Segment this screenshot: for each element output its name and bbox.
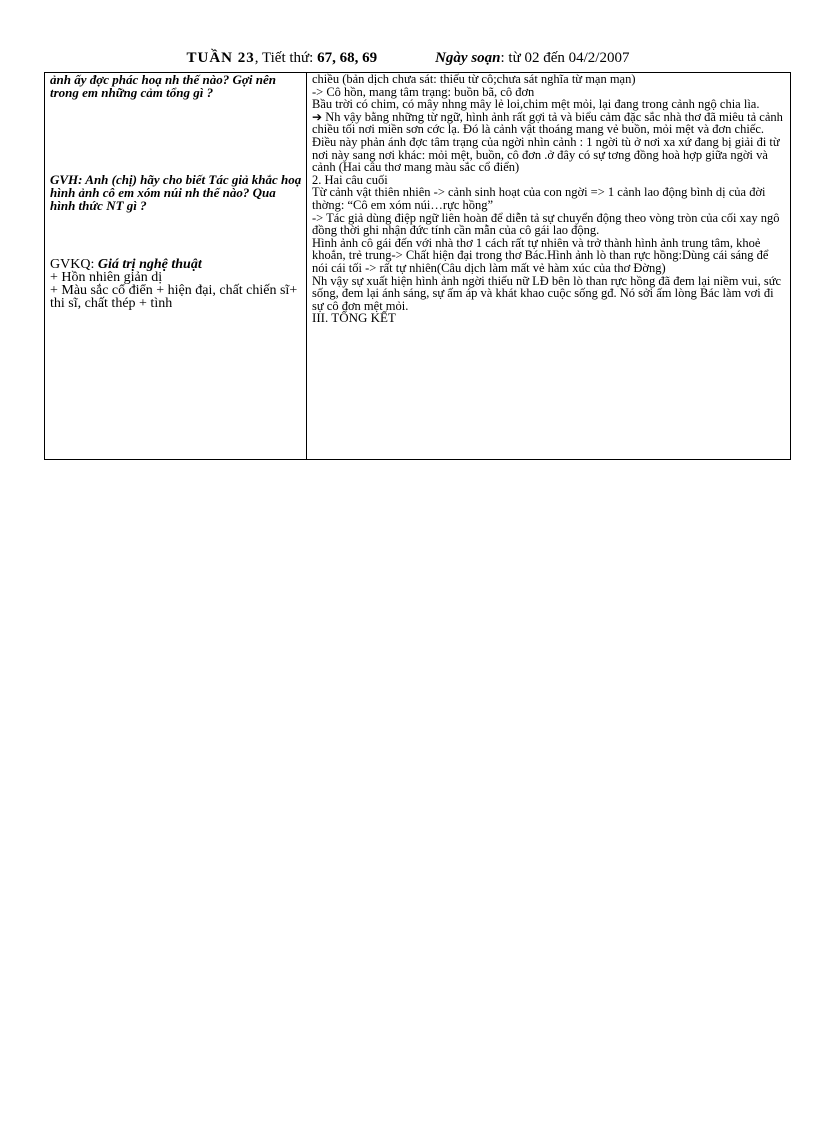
gvkq-label: GVKQ: (50, 257, 98, 272)
teacher-column (45, 73, 307, 460)
paragraph-4 (312, 111, 786, 174)
week-label: TUẦN 23 (186, 50, 255, 66)
section-2-heading: 2. Hai câu cuối (312, 172, 388, 187)
date-value: : từ 02 đến 04/2/2007 (500, 50, 630, 66)
period-label: , Tiết thứ: (254, 50, 318, 66)
paragraph-1: chiều (bản dịch chưa sát: thiếu từ cô;chưa sát nghĩa từ mạn mạn) (312, 72, 636, 86)
question-2: GVH: Anh (chị) hãy cho biết Tác giả khắc hoạ hình ảnh cô em xóm núi nh thế nào? Qua hình thức NT gì ? (50, 172, 302, 213)
paragraph-7: Hình ảnh cô gái đến với nhà thơ 1 cách rất tự nhiên và trở thành hình ảnh trung tâm, khoẻ khoắn, trẻ trung-> Chất hiện đại trong thơ Bác.Hình ảnh lò than rực hồng:Dùng cái sáng để nói cái tối -> rất tự nhiên(Câu dịch làm mất vẻ hàm xúc của thơ Đờng) (312, 235, 769, 275)
point-2: + Màu sắc cổ điển + hiện đại, chất chiến sĩ+ thi sĩ, chất thép + tình (50, 283, 298, 311)
point-1: + Hồn nhiên giản dị (50, 270, 163, 285)
content-column (307, 73, 791, 460)
paragraph-3: Bầu trời có chim, có mây nhng mây lẻ loi,chim mệt mỏi, lại đang trong cảnh ngộ chia lìa. (312, 97, 760, 112)
section-3-heading: III. TỔNG KẾT (312, 310, 396, 326)
lesson-table (44, 72, 791, 460)
page-header (0, 48, 816, 68)
gvkq-title: Giá trị nghệ thuật (97, 257, 202, 272)
paragraph-6: -> Tác giả dùng điệp ngữ liên hoàn để diễn tả sự chuyển động theo vòng tròn của cối xay ngô đồng thời ghi nhận đức tính cần mẫn của cô gái lao động. (312, 210, 780, 238)
date-label: Ngày soạn (435, 50, 501, 66)
question-1: ảnh ấy đợc phác hoạ nh thế nào? Gợi nên trong em những cảm tổng gì ? (50, 72, 276, 100)
paragraph-2: -> Cô hồn, mang tâm trạng: buồn bã, cô đơn (312, 84, 535, 99)
arrow-right-icon: ➔ (312, 109, 323, 124)
paragraph-5: Từ cảnh vật thiên nhiên -> cảnh sinh hoạt của con ngời => 1 cảnh lao động bình dị của đời thờng: “Cô em xóm núi…rực hồng” (312, 185, 766, 212)
paragraph-8: Nh vậy sự xuất hiện hình ảnh ngời thiếu nữ LĐ bên lò than rực hồng đã đem lại niềm vui, sức sống, đem lại ánh sáng, sự ấm áp và khát khao cuộc sống gđ. Nó sởi ấm lòng Bác làm vơi đi sự cô đơn mệt mỏi. (312, 273, 782, 313)
paragraph-4-text: Nh vậy bằng những từ ngữ, hình ảnh rất gợi tả và biểu cảm đặc sắc nhà thơ đã miêu tả cảnh chiều tối nơi miền sơn cớc lạ. Đó là cảnh vật thoáng mang vẻ buồn, mỏi mệt và đơn chiếc. Điều này phản ánh đợc tâm trạng của ngời nhìn cảnh : 1 ngời tù ở nơi xa xứ đang bị giải đi từ nơi này sang nơi khác: mỏi mệt, buồn, cô đơn .ở đây có sự tơng đồng hoà hợp giữa ngời và cảnh (Hai câu thơ mang màu sắc cổ điển) (312, 109, 783, 175)
table-row (45, 73, 791, 460)
period-numbers: 67, 68, 69 (317, 50, 378, 66)
